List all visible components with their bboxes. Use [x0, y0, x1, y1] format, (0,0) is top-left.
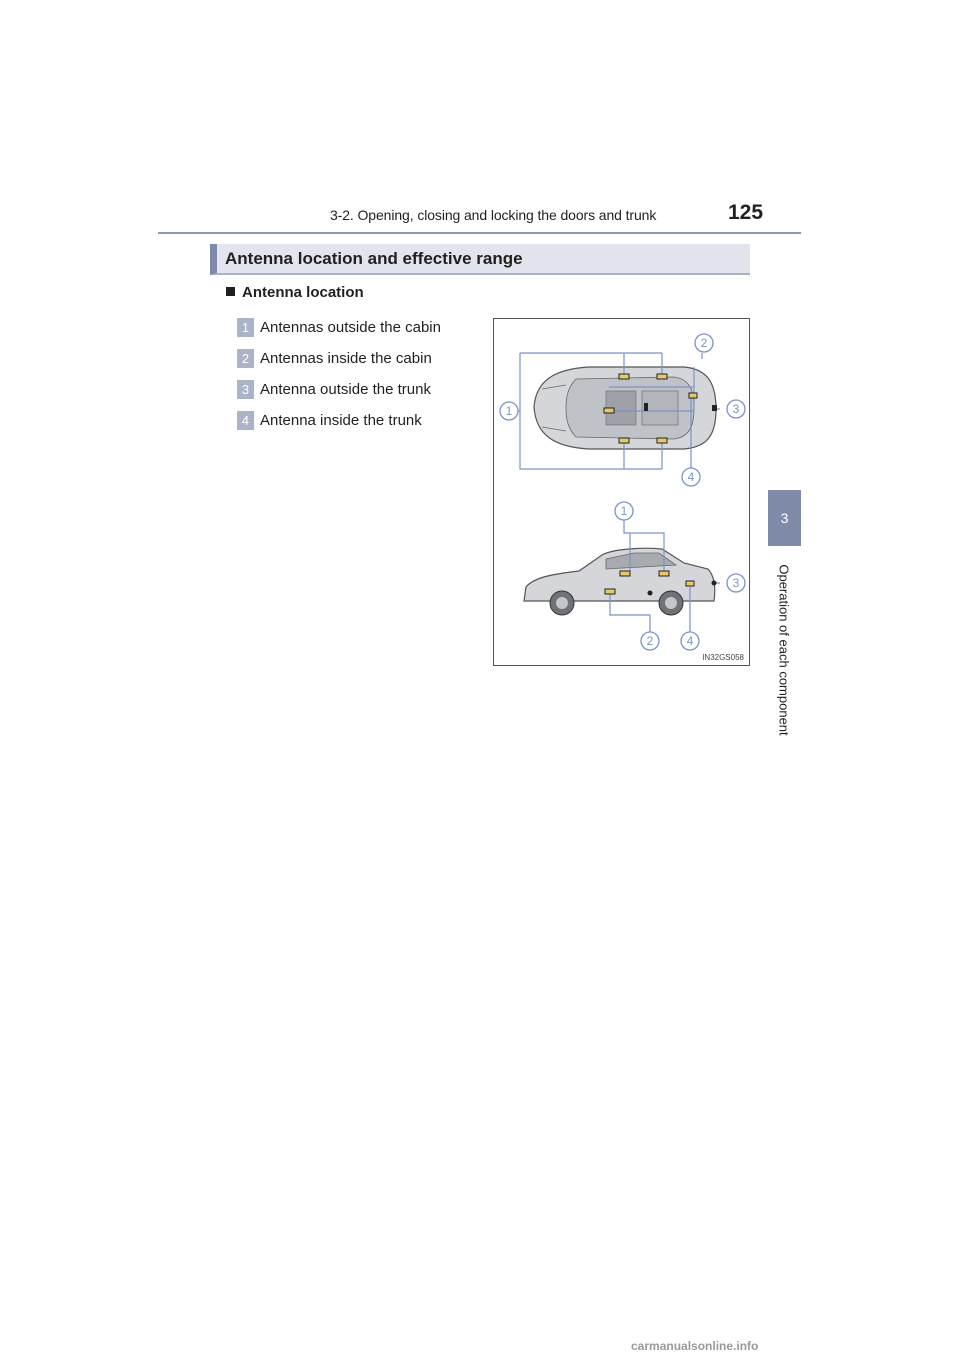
callout-label: 3	[732, 576, 740, 590]
subheading	[226, 284, 364, 301]
watermark: carmanualsonline.info	[631, 1339, 759, 1353]
subheading-text: Antenna location	[242, 284, 364, 301]
legend-item	[237, 316, 441, 338]
section-heading-bar	[210, 244, 750, 275]
legend-label: Antenna outside the trunk	[260, 380, 431, 398]
chapter-side-label: Operation of each component	[776, 564, 792, 736]
section-heading: Antenna location and effective range	[225, 249, 523, 268]
number-badge: 3	[237, 380, 254, 399]
legend-item	[237, 378, 431, 400]
legend-label: Antennas outside the cabin	[260, 318, 441, 336]
callout-label: 1	[505, 404, 513, 418]
page-number: 125	[728, 201, 764, 224]
callout-label: 3	[732, 402, 740, 416]
number-badge: 2	[237, 349, 254, 368]
legend-item	[237, 347, 432, 369]
callout-label: 2	[646, 634, 654, 648]
callout-label: 4	[686, 634, 694, 648]
legend-label: Antennas inside the cabin	[260, 349, 432, 367]
number-badge: 1	[237, 318, 254, 337]
header-rule	[158, 232, 801, 234]
callout-label: 4	[687, 470, 695, 484]
antenna-location-figure	[493, 318, 750, 666]
callout-label: 2	[700, 336, 708, 350]
legend-item	[237, 409, 422, 431]
square-bullet-icon	[226, 287, 235, 296]
number-badge: 4	[237, 411, 254, 430]
chapter-tab: 3	[768, 490, 801, 546]
callout-label: 1	[620, 504, 628, 518]
legend-label: Antenna inside the trunk	[260, 411, 422, 429]
running-header-title: 3-2. Opening, closing and locking the doors and trunk	[330, 207, 657, 223]
car-diagram	[494, 319, 751, 667]
figure-code: IN32GS058	[702, 653, 744, 662]
